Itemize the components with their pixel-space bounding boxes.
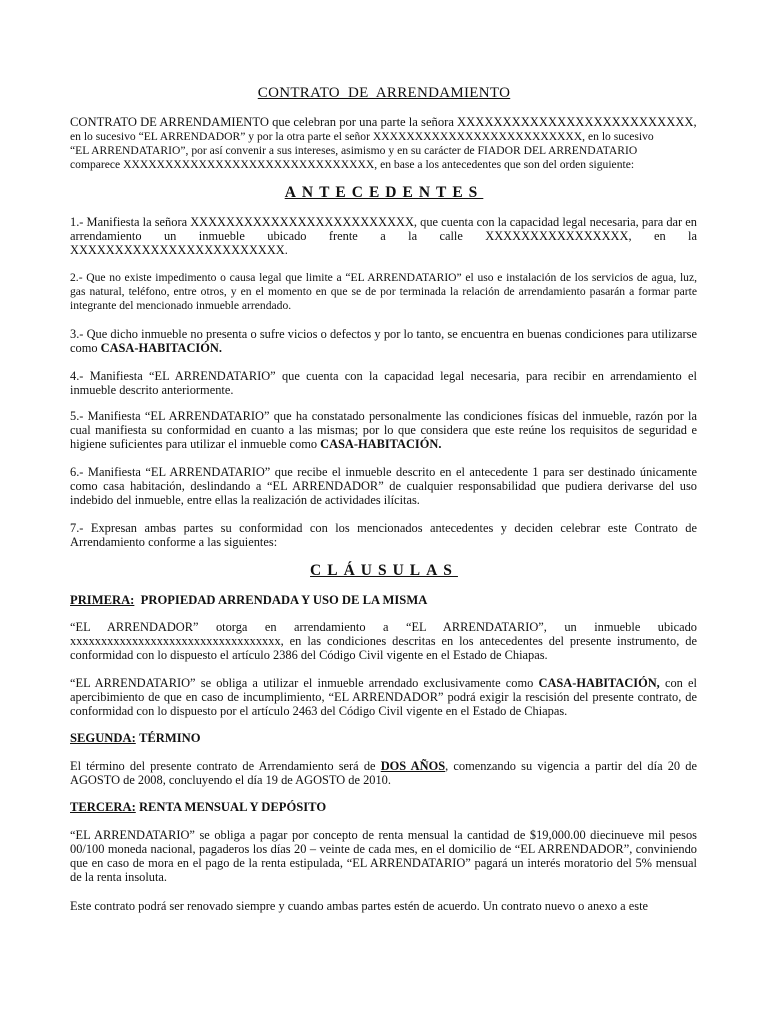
intro-line-3: “EL ARRENDATARIO”, por así convenir a sus intereses, asimismo y en su carácter de FIADOR DEL ARRENDATARIO <box>70 144 638 157</box>
intro-line-4: comparece XXXXXXXXXXXXXXXXXXXXXXXXXXXXXX, en base a los antecedentes que son del orden siguiente: <box>70 158 635 171</box>
casa-habitacion-bold: CASA-HABITACIÓN. <box>320 437 442 451</box>
antecedente-5: 5.- Manifiesta “EL ARRENDATARIO” que ha constatado personalmente las condiciones físicas del inmueble, razón por la cual manifiesta su conformidad en cuanto a las mismas; por lo que considera que este reúne los requisitos de seguridad e higiene suficientes para utilizar el inmueble como CASA-HABITACIÓN. <box>70 409 697 451</box>
clause-title: PROPIEDAD ARRENDADA Y USO DE LA MISMA <box>140 593 428 607</box>
tercera-paragraph-1: “EL ARRENDATARIO” se obliga a pagar por concepto de renta mensual la cantidad de $19,000.00 diecinueve mil pesos 00/100 moneda nacional, pagaderos los días 20 – veinte de cada mes, en el domicilio de “EL ARRENDADOR”, conviniendo que en caso de mora en el pago de la renta estipulada, “EL ARRENDATARIO” pagará un interés moratorio del 5% mensual de la renta insoluta. <box>70 828 697 884</box>
clausula-primera-heading <box>70 593 427 608</box>
clause-title: RENTA MENSUAL Y DEPÓSITO <box>138 800 327 814</box>
antecedente-4: 4.- Manifiesta “EL ARRENDATARIO” que cuenta con la capacidad legal necesaria, para recibir en arrendamiento el inmueble descrito anteriormente. <box>70 369 697 397</box>
clause-label: TERCERA: <box>70 800 136 814</box>
tercera-paragraph-2: Este contrato podrá ser renovado siempre y cuando ambas partes estén de acuerdo. Un contrato nuevo o anexo a este <box>70 899 649 913</box>
antecedente-3: 3.- Que dicho inmueble no presenta o sufre vicios o defectos y por lo tanto, se encuentra en buenas condiciones para utilizarse como CASA-HABITACIÓN. <box>70 327 697 355</box>
clausula-segunda-heading <box>70 731 201 746</box>
primera-paragraph-1: “EL ARRENDADOR” otorga en arrendamiento a “EL ARRENDATARIO”, un inmueble ubicado xxxxxxxxxxxxxxxxxxxxxxxxxxxxxxxxxx, en las condiciones descritas en los antecedentes del presente instrumento, de conformidad con lo dispuesto el artículo 2386 del Código Civil vigente en el Estado de Chiapas. <box>70 620 697 662</box>
page-title: CONTRATO DE ARRENDAMIENTO <box>257 85 511 101</box>
intro-line-2: en lo sucesivo “EL ARRENDADOR” y por la otra parte el señor XXXXXXXXXXXXXXXXXXXXXXXXX, en lo sucesivo <box>70 130 654 143</box>
clausula-tercera-heading <box>70 800 326 815</box>
antecedente-6: 6.- Manifiesta “EL ARRENDATARIO” que recibe el inmueble descrito en el antecedente 1 para ser destinado únicamente como casa habitación, deslindando a “EL ARRENDADOR” de cualquier responsabilidad que pudiera derivarse del uso indebido del inmueble, entre ellas la realización de actividades ilícitas. <box>70 465 697 507</box>
primera-paragraph-2: “EL ARRENDATARIO” se obliga a utilizar el inmueble arrendado exclusivamente como CASA-HABITACIÓN, con el apercibimiento de que en caso de incumplimiento, “EL ARRENDADOR” podrá exigir la rescisión del presente contrato, de conformidad con lo dispuesto por el artículo 2463 del Código Civil vigente en el Estado de Chiapas. <box>70 676 697 718</box>
antecedente-1: 1.- Manifiesta la señora XXXXXXXXXXXXXXXXXXXXXXXXX, que cuenta con la capacidad legal necesaria, para dar en arrendamiento un inmueble ubicado frente a la calle XXXXXXXXXXXXXXXX, en la XXXXXXXXXXXXXXXXXXXXXXXX. <box>70 215 697 257</box>
clause-title: TÉRMINO <box>138 731 201 745</box>
intro-line-1: CONTRATO DE ARRENDAMIENTO que celebran por una parte la señora XXXXXXXXXXXXXXXXXXXXXXXXXX, <box>70 115 697 129</box>
clause-label: PRIMERA: <box>70 593 135 607</box>
antecedente-2: 2.- Que no existe impedimento o causa legal que limite a “EL ARRENDATARIO” el uso e instalación de los servicios de agua, luz, gas natural, teléfono, entre otros, y en el momento en que se de por terminada la relación de arrendamiento pasarán a formar parte integrante del mencionado inmueble arrendado. <box>70 271 697 312</box>
dos-anos-bold: DOS AÑOS <box>380 759 446 773</box>
clause-label: SEGUNDA: <box>70 731 136 745</box>
casa-habitacion-bold: CASA-HABITACIÓN, <box>538 676 660 690</box>
antecedentes-heading: ANTECEDENTES <box>284 184 484 201</box>
clausulas-heading: CLÁUSULAS <box>310 562 458 579</box>
antecedente-7: 7.- Expresan ambas partes su conformidad con los mencionados antecedentes y deciden celebrar este Contrato de Arrendamiento conforme a las siguientes: <box>70 521 697 549</box>
casa-habitacion-bold: CASA-HABITACIÓN. <box>100 341 222 355</box>
segunda-paragraph: El término del presente contrato de Arrendamiento será de DOS AÑOS, comenzando su vigencia a partir del día 20 de AGOSTO de 2008, concluyendo el día 19 de AGOSTO de 2010. <box>70 759 697 787</box>
intro-paragraph <box>70 115 697 172</box>
